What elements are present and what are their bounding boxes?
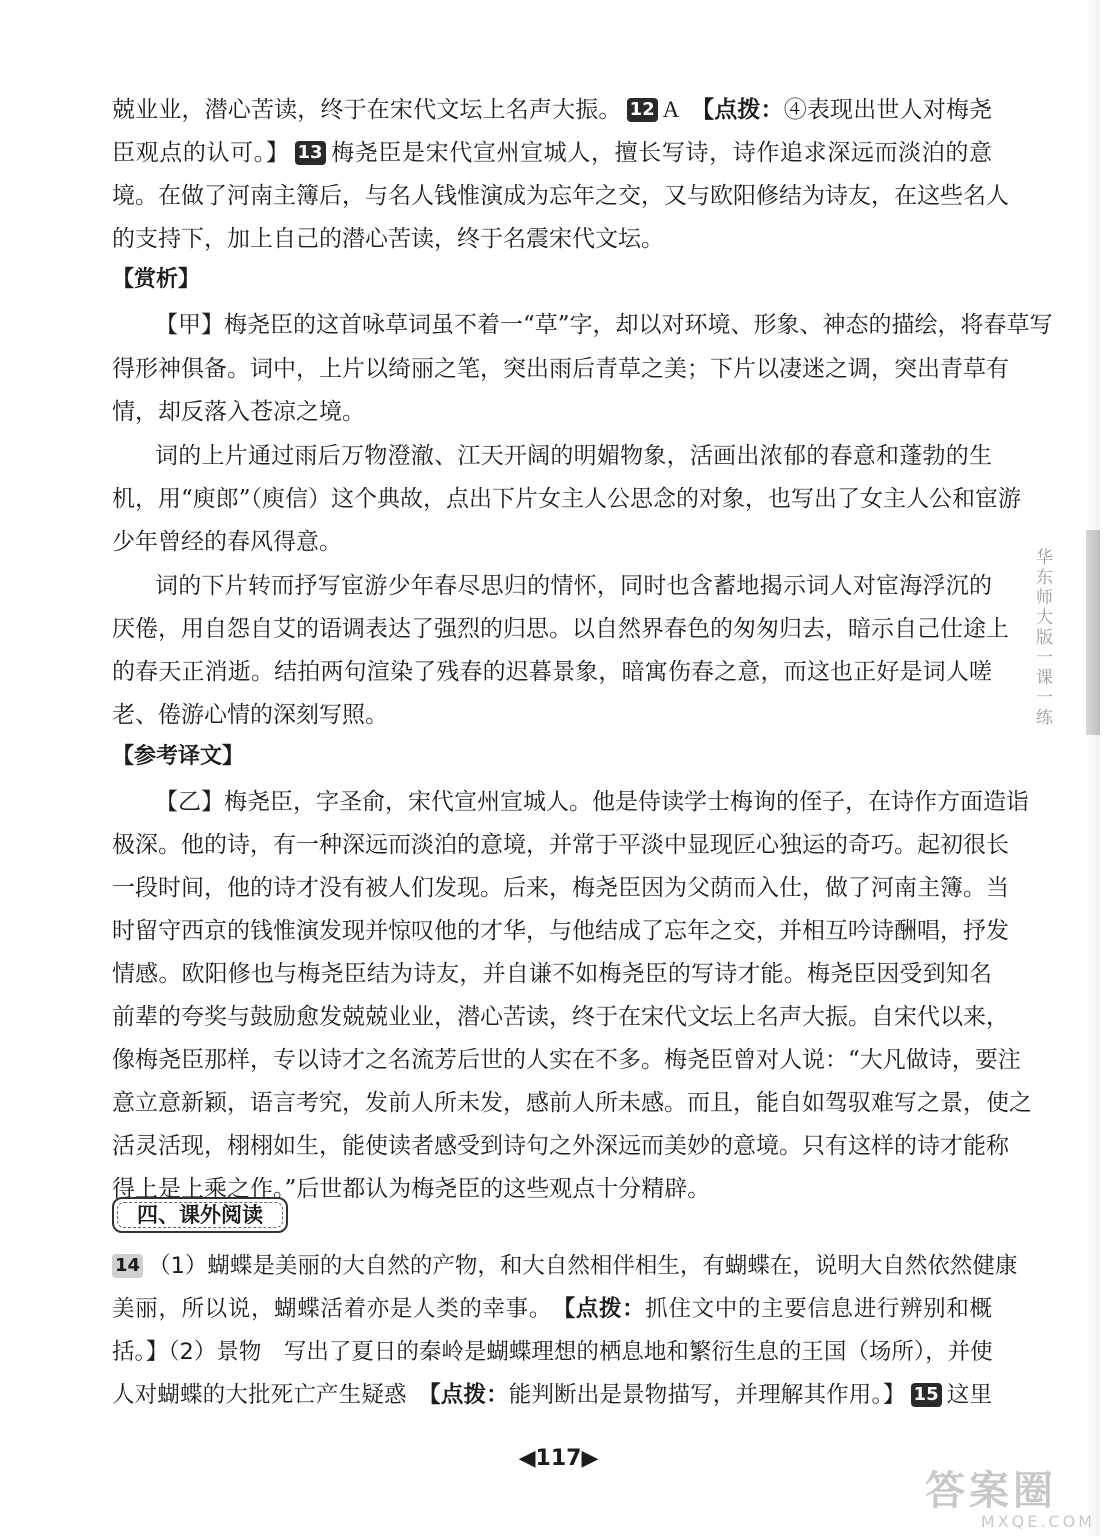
q14-line-3: 括。】（2）景物 写出了夏日的秦岭是蝴蝶理想的栖息地和繁衍生息的王国（场所），并使: [112, 1339, 993, 1365]
tip-label: 【点拨：: [429, 1382, 509, 1408]
translation-line-6: 前辈的夸奖与鼓励愈发兢兢业业，潜心苦读，终于在宋代文坛上名声大振。自宋代以来，: [112, 1004, 1009, 1030]
q14-line-2: [112, 1291, 992, 1327]
translation-line-9: 活灵活现，栩栩如生，能使读者感受到诗句之外深远而美妙的意境。只有这样的诗才能称: [112, 1133, 1009, 1159]
text: （1）蝴蝶是美丽的大自然的产物，和大自然相伴相生，有蝴蝶在，说明大自然依然健康: [148, 1253, 1018, 1279]
answer-line-4: 的支持下，加上自己的潜心苦读，终于名震宋代文坛。: [112, 226, 664, 252]
question-number-15: 15: [911, 1383, 942, 1407]
appreciation-heading: 【赏析】: [112, 267, 201, 292]
appreciation-p1-line-2: 得形神俱备。词中，上片以绮丽之笔，突出雨后青草之美；下片以凄迷之调，突出青草有: [112, 356, 1009, 382]
translation-heading: 【参考译文】: [112, 744, 245, 769]
q14-line-4: [112, 1377, 992, 1413]
text: 这里: [946, 1382, 992, 1408]
translation-line-2: 极深。他的诗，有一种深远而淡泊的意境，并常于平淡中显现匠心独运的奇巧。起初很长: [112, 832, 1009, 858]
section-title-extracurricular-reading: 四、课外阅读: [112, 1197, 288, 1233]
answer-line-1: [112, 92, 992, 128]
text: 臣观点的认可。】: [112, 140, 290, 166]
text: 梅尧臣是宋代宣州宣城人，擅长写诗，诗作追求深远而淡泊的意: [330, 140, 993, 166]
appreciation-p2-line-1: 词的上片通过雨后万物澄澈、江天开阔的明媚物象，活画出浓郁的春意和蓬勃的生: [155, 443, 992, 469]
answer-choice: A: [662, 97, 680, 122]
tip-label: 【点拨：: [563, 1296, 646, 1322]
appreciation-p1-line-1: 【甲】梅尧臣的这首咏草词虽不着一“草”字，却以对环境、形象、神态的描绘，将春草写: [155, 312, 1053, 338]
translation-line-5: 情感。欧阳修也与梅尧臣结为诗友，并自谦不如梅尧臣的写诗才能。梅尧臣因受到知名: [112, 961, 992, 987]
appreciation-p3-line-3: 的春天正消逝。结拍两句渲染了残春的迟暮景象，暗寓伤春之意，而这也正好是词人嗟: [112, 659, 992, 685]
translation-line-1: 【乙】梅尧臣，字圣俞，宋代宣州宣城人。他是侍读学士梅询的侄子，在诗作方面造诣: [155, 789, 1029, 815]
appreciation-p3-line-2: 厌倦，用自怨自艾的语调表达了强烈的归思。以自然界春色的匆匆归去，暗示自己仕途上: [112, 616, 1009, 642]
text: 美丽，所以说，蝴蝶活着亦是人类的幸事。: [112, 1296, 541, 1322]
text: ④表现出世人对梅尧: [783, 97, 993, 123]
watermark-text: 答案圈: [925, 1468, 1057, 1514]
translation-line-3: 一段时间，他的诗才没有被人们发现。后来，梅尧臣因为父荫而入仕，做了河南主簿。当: [112, 875, 1009, 901]
translation-line-8: 意立意新颖，语言考究，发前人所未发，感前人所未感。而且，能自如驾驭难写之景，使之: [112, 1090, 1032, 1116]
answer-line-2: [112, 135, 992, 171]
text: 抓住文中的主要信息进行辨别和概: [645, 1296, 992, 1322]
text: 兢业业，潜心苦读，终于在宋代文坛上名声大振。: [112, 97, 622, 123]
answer-line-3: 境。在做了河南主簿后，与名人钱惟演成为忘年之交，又与欧阳修结为诗友，在这些名人: [112, 183, 1009, 209]
appreciation-p2-line-3: 少年曾经的春风得意。: [112, 529, 342, 555]
appreciation-p3-line-1: 词的下片转而抒写宦游少年春尽思归的情怀，同时也含蓄地揭示词人对宦海浮沉的: [155, 573, 992, 599]
question-number-13: 13: [295, 141, 326, 165]
tip-label: 【点拨：: [702, 97, 784, 123]
text: 能判断出是景物描写，并理解其作用。】: [508, 1382, 906, 1408]
side-tab-label: 华东师大版一课一练: [1032, 548, 1052, 728]
question-number-12: 12: [627, 98, 658, 122]
appreciation-p1-line-3: 情，却反落入苍凉之境。: [112, 399, 365, 425]
translation-line-7: 像梅尧臣那样，专以诗才之名流芳后世的人实在不多。梅尧臣曾对人说：“大凡做诗，要注: [112, 1047, 1021, 1073]
appreciation-p2-line-2: 机，用“庾郎”（庾信）这个典故，点出下片女主人公思念的对象，也写出了女主人公和宦游: [112, 486, 1022, 512]
watermark-logo: [925, 1470, 1105, 1530]
page-edge-shadow: [1086, 0, 1100, 1536]
question-number-14: 14: [112, 1254, 143, 1278]
text: 人对蝴蝶的大批死亡产生疑惑: [112, 1382, 407, 1408]
translation-line-10: 得上是上乘之作。”后世都认为梅尧臣的这些观点十分精辟。: [112, 1176, 711, 1202]
appreciation-p3-line-4: 老、倦游心情的深刻写照。: [112, 702, 388, 728]
side-tab-marker: [1086, 530, 1100, 735]
page-number: ◀117▶: [518, 1446, 599, 1471]
watermark-url: MXQE.COM: [980, 1512, 1095, 1531]
translation-line-4: 时留守西京的钱惟演发现并惊叹他的才华，与他结成了忘年之交，并相互吟诗酬唱，抒发: [112, 918, 1009, 944]
q14-line-1: [112, 1248, 1018, 1284]
